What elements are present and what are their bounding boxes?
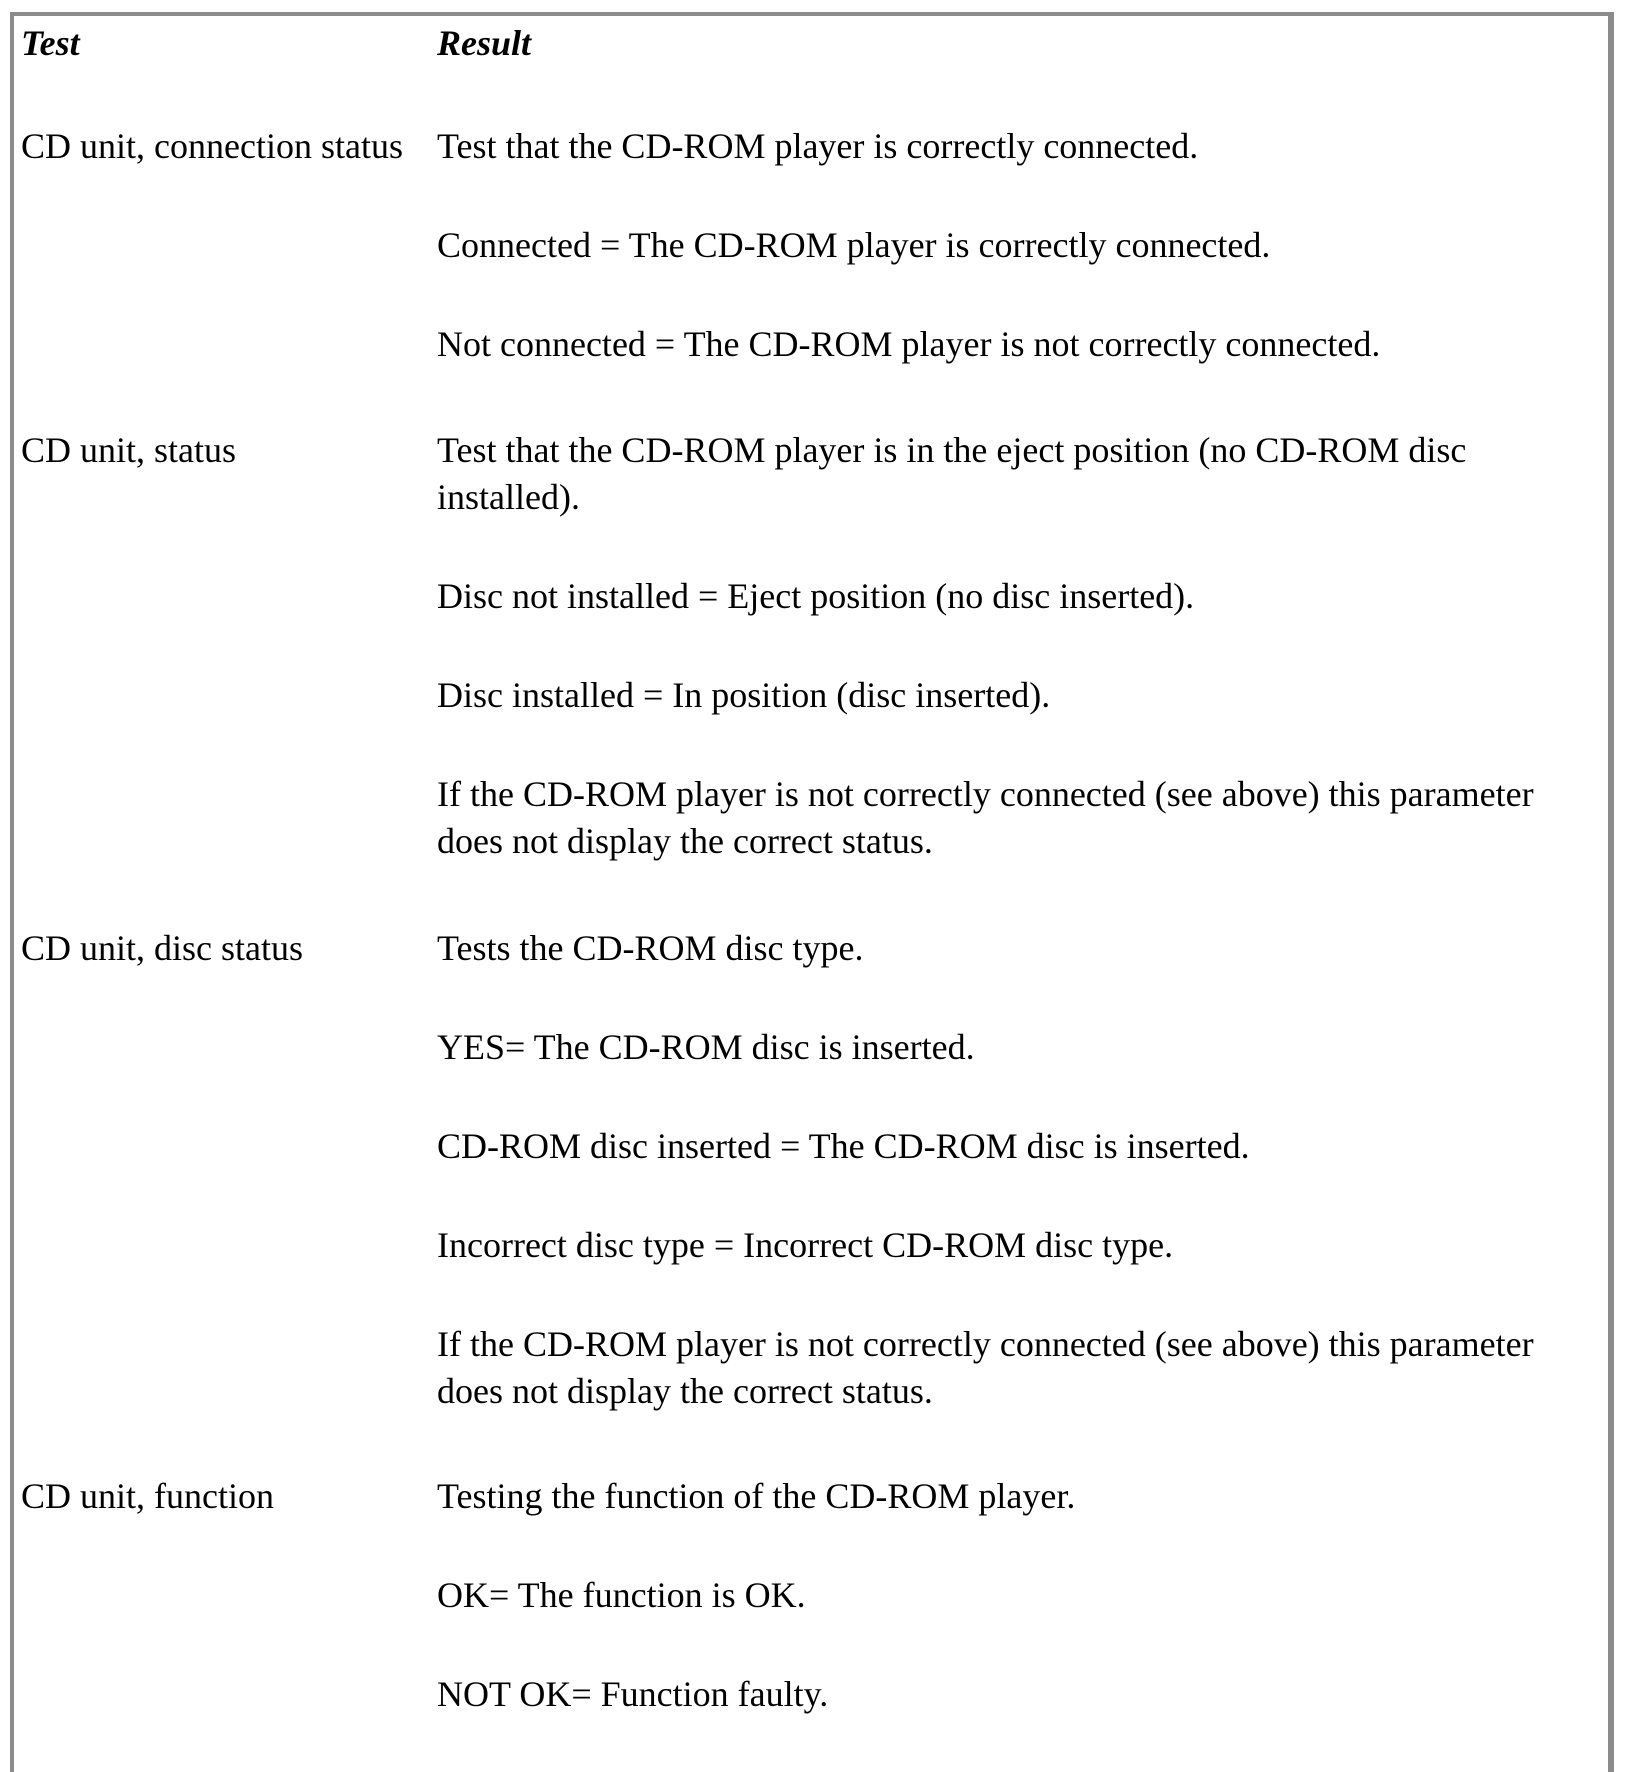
result-paragraph: Tests the CD-ROM disc type. <box>437 928 864 968</box>
result-cell <box>437 925 1577 1415</box>
header-result: Result <box>437 23 532 63</box>
test-cell: CD unit, disc status <box>21 928 304 968</box>
result-cell <box>437 123 1577 368</box>
test-cell: CD unit, function <box>21 1476 274 1516</box>
result-paragraph: If the CD-ROM player is not correctly connected (see above) this parameter does not display the correct status. <box>437 774 1534 861</box>
table-header-row <box>21 20 1611 67</box>
result-paragraph: NOT OK= Function faulty. <box>437 1674 829 1714</box>
result-paragraph: Connected = The CD-ROM player is correctly connected. <box>437 225 1271 265</box>
result-paragraph: Testing the function of the CD-ROM player. <box>437 1476 1076 1516</box>
result-cell <box>437 427 1577 865</box>
test-cell: CD unit, connection status <box>21 126 403 166</box>
result-paragraph: Not connected = The CD-ROM player is not correctly connected. <box>437 324 1381 364</box>
result-paragraph: Disc not installed = Eject position (no disc inserted). <box>437 576 1195 616</box>
test-cell: CD unit, status <box>21 430 237 470</box>
result-cell <box>437 1473 1577 1718</box>
result-paragraph: OK= The function is OK. <box>437 1575 806 1615</box>
result-paragraph: Incorrect disc type = Incorrect CD-ROM disc type. <box>437 1225 1174 1265</box>
result-paragraph: YES= The CD-ROM disc is inserted. <box>437 1027 975 1067</box>
result-paragraph: Test that the CD-ROM player is correctly connected. <box>437 126 1199 166</box>
result-paragraph: Test that the CD-ROM player is in the eject position (no CD-ROM disc installed). <box>437 430 1467 517</box>
result-paragraph: If the CD-ROM player is not correctly connected (see above) this parameter does not display the correct status. <box>437 1324 1534 1411</box>
header-test: Test <box>21 23 80 63</box>
result-paragraph: CD-ROM disc inserted = The CD-ROM disc is inserted. <box>437 1126 1250 1166</box>
result-paragraph: Disc installed = In position (disc inserted). <box>437 675 1051 715</box>
